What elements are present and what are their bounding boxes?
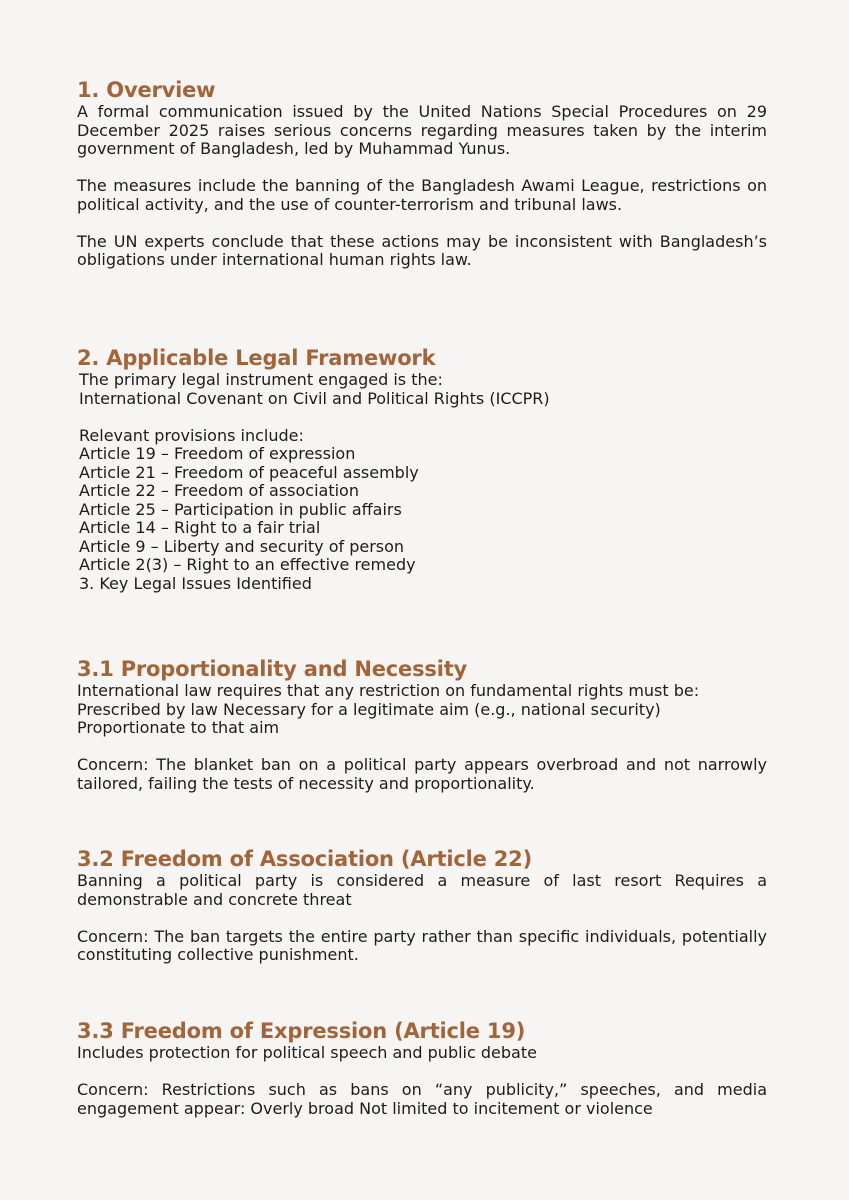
list-item: Article 19 – Freedom of expression [79, 444, 356, 463]
overview-heading: 1. Overview [77, 78, 216, 102]
expression-heading: 3.3 Freedom of Expression (Article 19) [77, 1019, 526, 1043]
framework-intro-line-2: International Covenant on Civil and Political Rights (ICCPR) [79, 388, 550, 408]
list-item: Article 22 – Freedom of association [79, 481, 359, 500]
list-item: Article 25 – Participation in public affairs [79, 499, 402, 519]
proportionality-heading: 3.1 Proportionality and Necessity [77, 657, 468, 681]
expression-concern: Concern: Restrictions such as bans on “any publicity,” speeches, and media engagement appear: Overly broad Not limited to incitement or violence [77, 1080, 767, 1118]
list-item: Article 14 – Right to a fair trial [79, 518, 321, 537]
provisions-list [79, 445, 767, 575]
list-item: Article 2(3) – Right to an effective remedy [79, 555, 416, 574]
framework-heading: 2. Applicable Legal Framework [77, 346, 436, 370]
association-concern: Concern: The ban targets the entire party rather than specific individuals, potentially constituting collective punishment. [77, 926, 767, 964]
list-item: Article 21 – Freedom of peaceful assembly [79, 462, 419, 482]
overview-paragraph-3: The UN experts conclude that these actions may be inconsistent with Bangladesh’s obligations under international human rights law. [77, 231, 767, 269]
framework-intro-line-1: The primary legal instrument engaged is the: [79, 370, 443, 389]
section-overview [77, 77, 767, 270]
key-issues-line: 3. Key Legal Issues Identified [79, 573, 312, 593]
association-paragraph: Banning a political party is considered a measure of last resort Requires a demonstrable and concrete threat [77, 871, 767, 909]
overview-paragraph-1: A formal communication issued by the United Nations Special Procedures on 29 December 2025 raises serious concerns regarding measures taken by the interim government of Bangladesh, led by Muhammad Yunus. [77, 102, 767, 158]
proportionality-line-2: Prescribed by law Necessary for a legitimate aim (e.g., national security) [77, 699, 661, 719]
provisions-intro: Relevant provisions include: [79, 425, 304, 445]
proportionality-line-1: International law requires that any restriction on fundamental rights must be: [77, 681, 700, 700]
section-proportionality [77, 656, 767, 793]
association-heading: 3.2 Freedom of Association (Article 22) [77, 847, 532, 871]
proportionality-concern: Concern: The blanket ban on a political party appears overbroad and not narrowly tailored, failing the tests of necessity and proportionality. [77, 755, 767, 793]
expression-paragraph: Includes protection for political speech and public debate [77, 1043, 537, 1062]
overview-paragraph-2: The measures include the banning of the Bangladesh Awami League, restrictions on political activity, and the use of counter-terrorism and tribunal laws. [77, 176, 767, 214]
list-item: Article 9 – Liberty and security of person [79, 536, 405, 556]
section-association [77, 846, 767, 965]
section-legal-framework [77, 345, 767, 593]
section-expression [77, 1018, 767, 1118]
proportionality-line-3: Proportionate to that aim [77, 718, 280, 737]
